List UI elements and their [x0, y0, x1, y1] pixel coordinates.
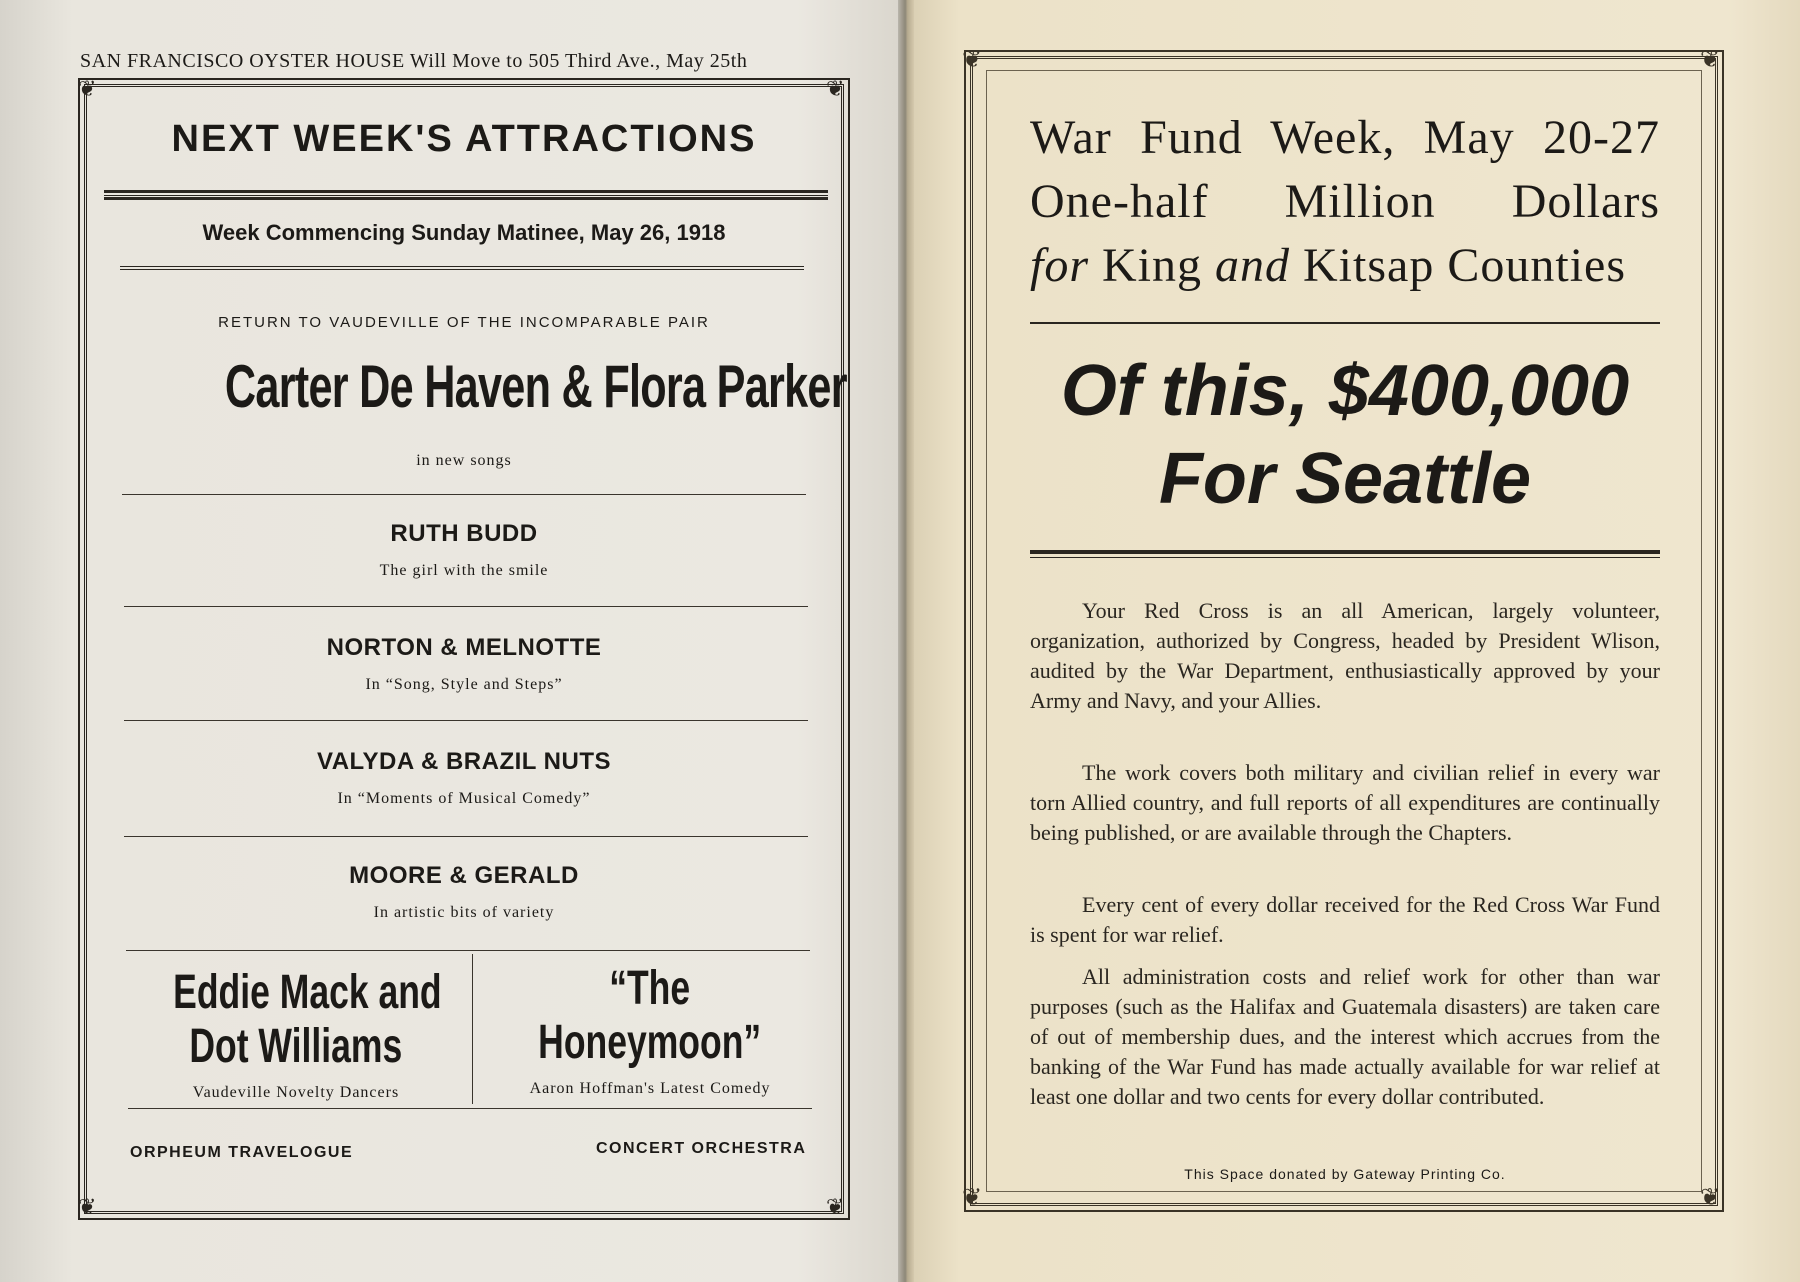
emphasis-amount: Of this, $400,000	[1060, 351, 1630, 431]
corner-ornament-icon: ❦	[962, 47, 983, 73]
act-desc: In “Song, Style and Steps”	[365, 676, 563, 693]
section-divider	[126, 950, 810, 951]
section-divider	[122, 494, 806, 495]
bottom-left-line1: Eddie Mack and	[173, 966, 442, 1019]
bottom-right-line1: “The	[609, 962, 691, 1015]
paragraph-text: All administration costs and relief work for other than war purposes (such as the Halifax and Guatemala disasters) are taken care of out of membership dues, and the interest which accrues from the banking of the War Fund has made actually available for war relief at least one dollar and two cents for every dollar contributed.	[1030, 964, 1660, 1109]
act-name: NORTON & MELNOTTE	[326, 634, 602, 661]
section-divider	[128, 1108, 812, 1109]
top-notice: SAN FRANCISCO OYSTER HOUSE Will Move to 505 Third Ave., May 25th	[80, 50, 748, 72]
bottom-right-line2: Honeymoon”	[538, 1016, 762, 1069]
act-desc: In “Moments of Musical Comedy”	[337, 790, 591, 807]
act-name: RUTH BUDD	[390, 520, 538, 547]
bottom-left-act	[126, 966, 466, 1102]
headline-half-million: One-half Million Dollars	[1030, 175, 1660, 228]
paragraph	[1030, 962, 1660, 1112]
paragraph	[1030, 758, 1660, 848]
corner-ornament-icon: ❦	[1700, 47, 1721, 73]
act-name: VALYDA & BRAZIL NUTS	[316, 748, 611, 775]
attractions-title: NEXT WEEK'S ATTRACTIONS	[171, 118, 757, 160]
corner-ornament-icon: ❦	[826, 1194, 845, 1219]
footer-travelogue: ORPHEUM TRAVELOGUE	[130, 1144, 354, 1161]
corner-ornament-icon: ❦	[1700, 1185, 1721, 1211]
headline-war-fund: War Fund Week, May 20-27	[1030, 111, 1660, 164]
section-divider	[124, 836, 808, 837]
corner-ornament-icon: ❦	[78, 76, 97, 101]
paragraph-text: Your Red Cross is an all American, largely volunteer, organization, authorized by Congress, headed by President Wlison, audited by the War Department, enthusiastically approved by your Army and Navy, and your Allies.	[1030, 598, 1660, 713]
headliner-text: Carter De Haven & Flora Parker	[224, 353, 847, 420]
section-divider	[124, 606, 808, 607]
emphasis-divider	[1030, 550, 1660, 558]
bottom-left-desc: Vaudeville Novelty Dancers	[192, 1084, 400, 1101]
paragraph	[1030, 890, 1660, 950]
corner-ornament-icon: ❦	[962, 1185, 983, 1211]
corner-ornament-icon: ❦	[78, 1194, 97, 1219]
footer-orchestra: CONCERT ORCHESTRA	[596, 1140, 807, 1157]
headline-kitsap: Kitsap Counties	[1303, 239, 1627, 292]
book-spine	[898, 0, 914, 1282]
section-divider	[124, 720, 808, 721]
headline-for: for	[1030, 239, 1090, 292]
week-divider	[120, 266, 804, 270]
act-desc: In artistic bits of variety	[373, 904, 555, 921]
headliner-desc: in new songs	[416, 452, 512, 469]
bottom-left-line2: Dot Williams	[189, 1020, 403, 1073]
return-line: RETURN TO VAUDEVILLE OF THE INCOMPARABLE PAIR	[218, 314, 710, 331]
paragraph-text: Every cent of every dollar received for the Red Cross War Fund is spent for war relief.	[1030, 892, 1660, 947]
paragraph	[1030, 596, 1660, 716]
headline-counties	[1030, 238, 1660, 293]
headline-king: King	[1102, 239, 1203, 292]
bottom-right-desc: Aaron Hoffman's Latest Comedy	[529, 1080, 771, 1097]
paragraph-text: The work covers both military and civilian relief in every war torn Allied country, and full reports of all expenditures are continually being published, or are available through the Chapters.	[1030, 760, 1660, 845]
column-divider	[472, 954, 473, 1104]
act-name: MOORE & GERALD	[349, 862, 579, 889]
emphasis-seattle: For Seattle	[1158, 439, 1532, 519]
headliner	[104, 352, 847, 421]
act-desc: The girl with the smile	[379, 562, 549, 579]
week-line: Week Commencing Sunday Matinee, May 26, 1918	[202, 220, 726, 245]
title-divider	[104, 190, 828, 200]
headline-and: and	[1215, 239, 1291, 292]
corner-ornament-icon: ❦	[826, 76, 845, 101]
donation-credit: This Space donated by Gateway Printing Co.	[1184, 1166, 1506, 1182]
bottom-right-act	[480, 962, 820, 1098]
headline-divider	[1030, 322, 1660, 324]
